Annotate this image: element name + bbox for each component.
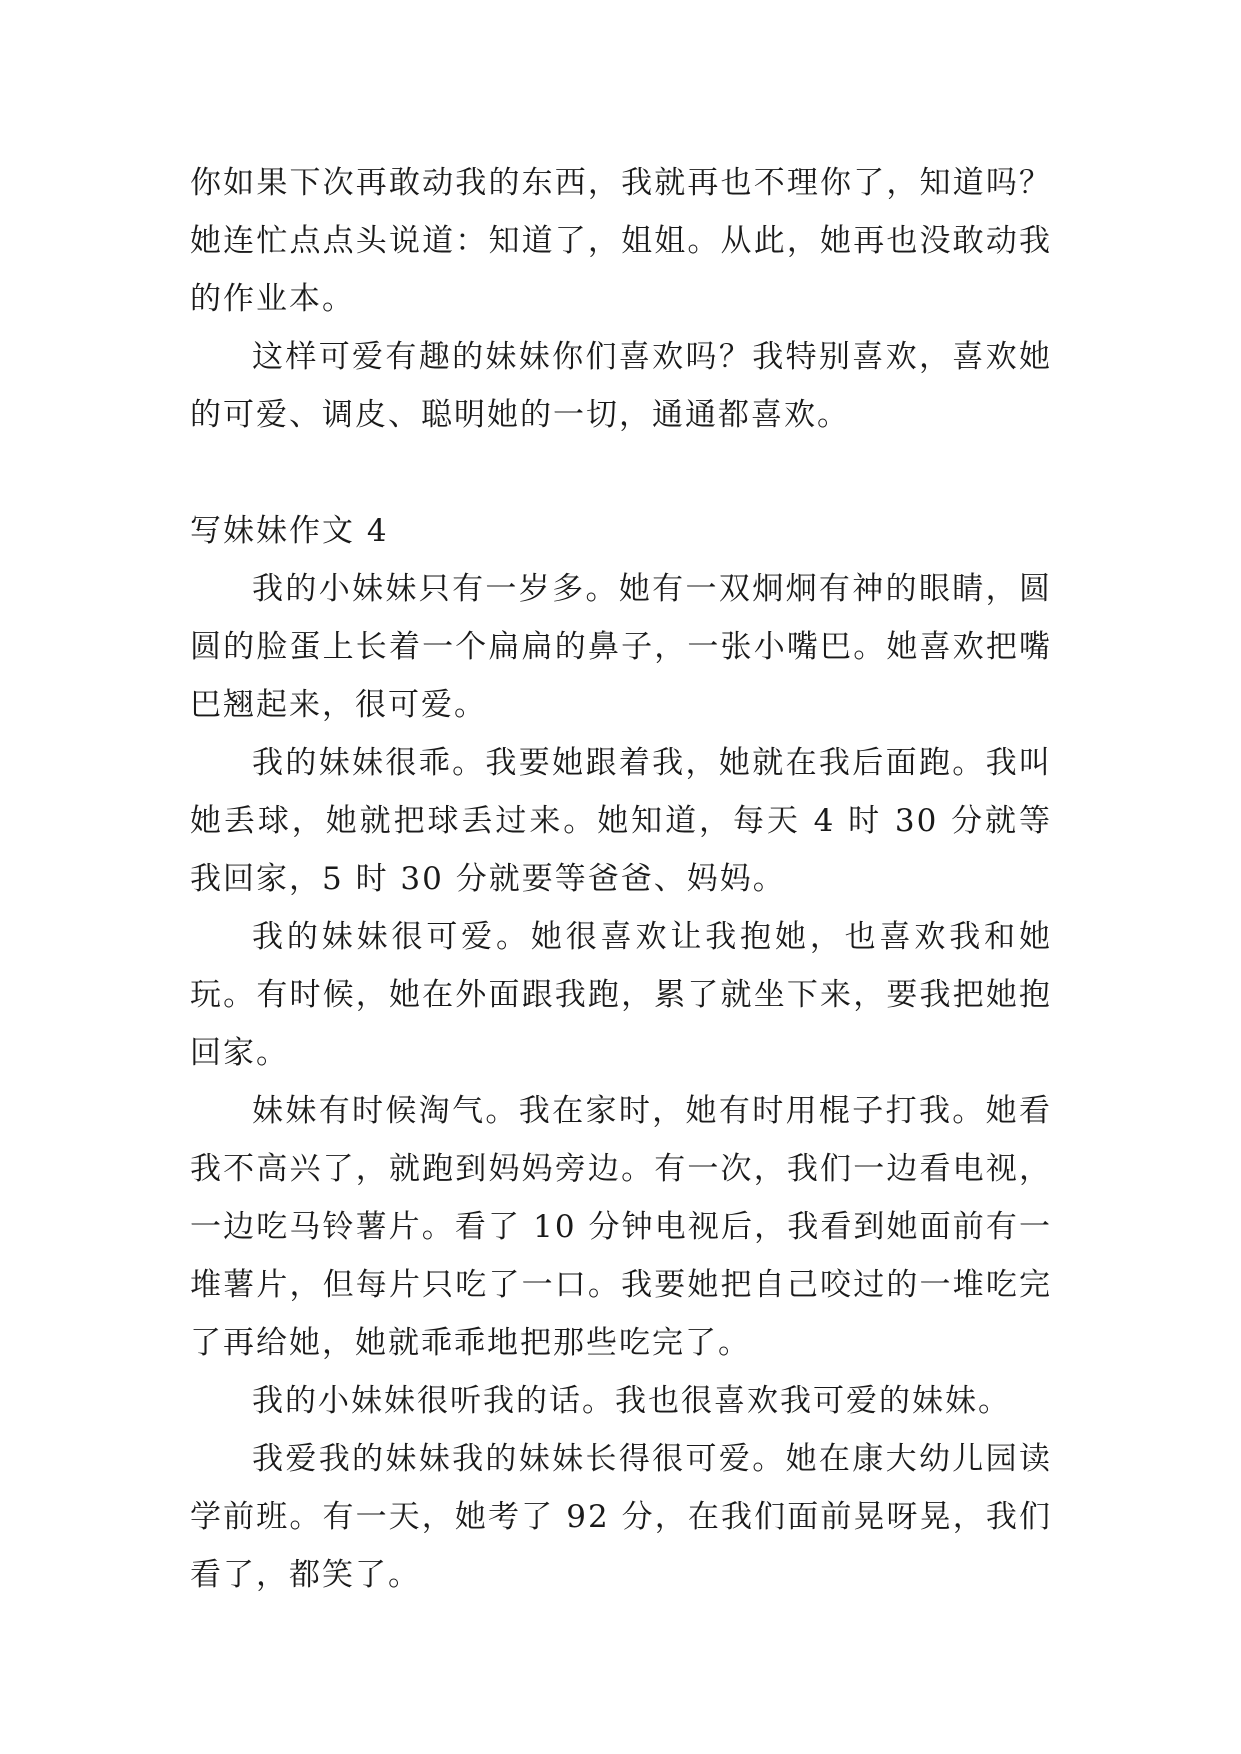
paragraph: 我的妹妹很乖。我要她跟着我，她就在我后面跑。我叫她丢球，她就把球丢过来。她知道，每天 4 时 30 分就等我回家，5 时 30 分就要等爸爸、妈妈。 [190, 745, 1052, 897]
paragraph-continued: 你如果下次再敢动我的东西，我就再也不理你了，知道吗？她连忙点点头说道：知道了，姐姐。从此，她再也没敢动我的作业本。 [190, 165, 1052, 317]
section-title: 写妹妹作文 4 [190, 513, 389, 549]
document-body [190, 154, 1052, 1604]
paragraph: 我爱我的妹妹我的妹妹长得很可爱。她在康大幼儿园读学前班。有一天，她考了 92 分，在我们面前晃呀晃，我们看了，都笑了。 [190, 1441, 1052, 1593]
paragraph: 这样可爱有趣的妹妹你们喜欢吗？我特别喜欢，喜欢她的可爱、调皮、聪明她的一切，通通都喜欢。 [190, 339, 1052, 433]
paragraph: 我的小妹妹很听我的话。我也很喜欢我可爱的妹妹。 [252, 1383, 1011, 1419]
paragraph: 我的小妹妹只有一岁多。她有一双炯炯有神的眼睛，圆圆的脸蛋上长着一个扁扁的鼻子，一张小嘴巴。她喜欢把嘴巴翘起来，很可爱。 [190, 571, 1052, 723]
paragraph: 我的妹妹很可爱。她很喜欢让我抱她，也喜欢我和她玩。有时候，她在外面跟我跑，累了就坐下来，要我把她抱回家。 [190, 919, 1052, 1071]
paragraph: 妹妹有时候淘气。我在家时，她有时用棍子打我。她看我不高兴了，就跑到妈妈旁边。有一次，我们一边看电视，一边吃马铃薯片。看了 10 分钟电视后，我看到她面前有一堆薯片，但每片只吃了一口。我要她把自己咬过的一堆吃完了再给她，她就乖乖地把那些吃完了。 [190, 1093, 1052, 1361]
